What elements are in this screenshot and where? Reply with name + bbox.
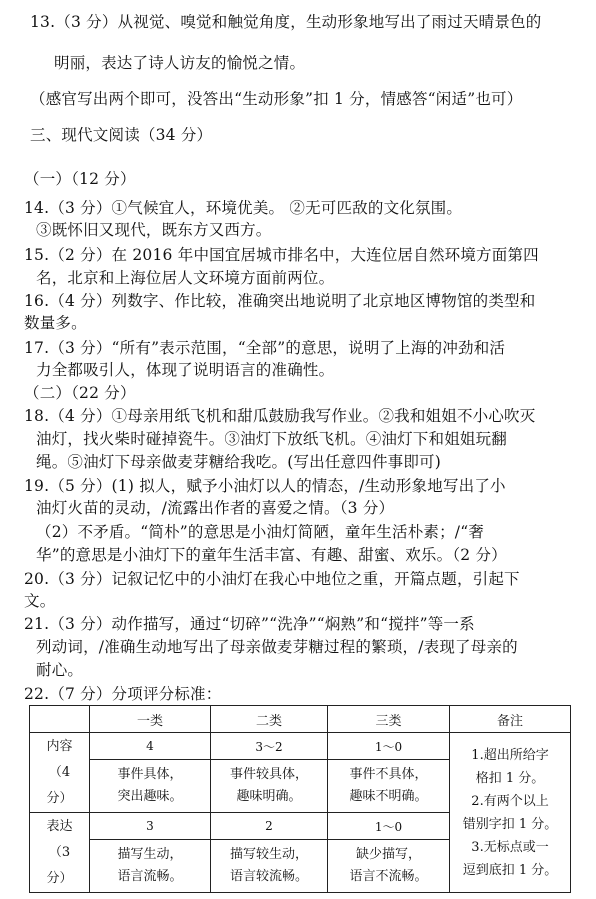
answer-21-line-2: 列动词，/准确生动地写出了母亲做麦芽糖过程的繁琐，/表现了母亲的 [36,638,518,656]
content-desc-class-3: 事件不具体， 趣味不明确。 [328,760,450,813]
answer-13-note: （感官写出两个即可，没答出“生动形象”扣 1 分，情感答“闲适”也可） [30,90,523,108]
content-level-class-2: 3～2 [211,733,328,760]
answer-15-line-2: 名，北京和上海位居人文环境方面前两位。 [36,269,335,287]
content-level-class-1: 4 [90,733,211,760]
table-header-corner [30,706,90,733]
table-notes-cell: 1.超出所给字 格扣 1 分。 2.有两个以上 错别字扣 1 分。 3.无标点或一 逗到底扣 1 分。 [450,733,571,893]
table-header-notes: 备注 [450,706,571,733]
answer-21-line-1: 21.（3 分）动作描写，通过“切碎”“洗净”“焖熟”和“搅拌”等一系 [24,615,475,633]
answer-18-line-3: 绳。⑤油灯下母亲做麦芽糖给我吃。(写出任意四件事即可) [36,453,441,471]
table-header-row [30,706,571,733]
answer-14-line-2: ③既怀旧又现代，既东方又西方。 [36,221,272,239]
answer-16-line-2: 数量多。 [24,314,87,332]
section-heading-reading: 三、现代文阅读（34 分） [30,126,213,144]
expression-desc-class-1: 描写生动， 语言流畅。 [90,840,211,893]
answer-20-line-2: 文。 [24,592,56,610]
answer-19-line-2: 油灯火苗的灵动，/流露出作者的喜爱之情。（3 分） [36,499,395,517]
content-desc-class-2: 事件较具体， 趣味明确。 [211,760,328,813]
scoring-table [29,705,571,893]
answer-22-heading: 22.（7 分）分项评分标准： [24,685,222,703]
answer-18-line-2: 油灯，找火柴时碰掉瓷牛。③油灯下放纸飞机。④油灯下和姐姐玩翻 [36,430,508,448]
row-label-content: 内容 （4 分） [30,733,90,813]
answer-13-line-1: 13.（3 分）从视觉、嗅觉和触觉角度，生动形象地写出了雨过天晴景色的 [30,13,542,31]
expression-level-class-3: 1～0 [328,813,450,840]
expression-desc-class-3: 缺少描写， 语言不流畅。 [328,840,450,893]
table-header-class-2: 二类 [211,706,328,733]
answer-19-line-3: （2）不矛盾。“简朴”的意思是小油灯简陋，童年生活朴素；/“奢 [36,523,485,541]
answer-20-line-1: 20.（3 分）记叙记忆中的小油灯在我心中地位之重，开篇点题，引起下 [24,570,520,588]
table-header-class-3: 三类 [328,706,450,733]
answer-17-line-1: 17.（3 分）“所有”表示范围，“全部”的意思，说明了上海的冲劲和活 [24,339,506,357]
answer-18-line-1: 18.（4 分）①母亲用纸飞机和甜瓜鼓励我写作业。②我和姐姐不小心吹灭 [24,407,536,425]
answer-13-line-2: 明丽，表达了诗人访友的愉悦之情。 [54,54,306,72]
answer-19-line-4: 华”的意思是小油灯下的童年生活丰富、有趣、甜蜜、欢乐。（2 分） [36,546,507,564]
subsection-one-heading: （一）（12 分） [24,170,136,188]
answer-21-line-3: 耐心。 [36,661,84,679]
row-label-expression: 表达 （3 分） [30,813,90,893]
expression-level-class-1: 3 [90,813,211,840]
subsection-two-heading: （二）（22 分） [24,384,136,402]
content-desc-class-1: 事件具体， 突出趣味。 [90,760,211,813]
expression-desc-class-2: 描写较生动， 语言较流畅。 [211,840,328,893]
content-level-class-3: 1～0 [328,733,450,760]
answer-15-line-1: 15.（2 分）在 2016 年中国宜居城市排名中，大连位居自然环境方面第四 [24,246,539,264]
answer-16-line-1: 16.（4 分）列数字、作比较，准确突出地说明了北京地区博物馆的类型和 [24,292,536,310]
table-row-content-levels [30,733,571,760]
expression-level-class-2: 2 [211,813,328,840]
table-header-class-1: 一类 [90,706,211,733]
answer-14-line-1: 14.（3 分）①气候宜人，环境优美。 ②无可匹敌的文化氛围。 [24,199,463,217]
answer-17-line-2: 力全都吸引人，体现了说明语言的准确性。 [36,361,335,379]
answer-19-line-1: 19.（5 分）(1) 拟人，赋予小油灯以人的情态，/生动形象地写出了小 [24,477,506,495]
